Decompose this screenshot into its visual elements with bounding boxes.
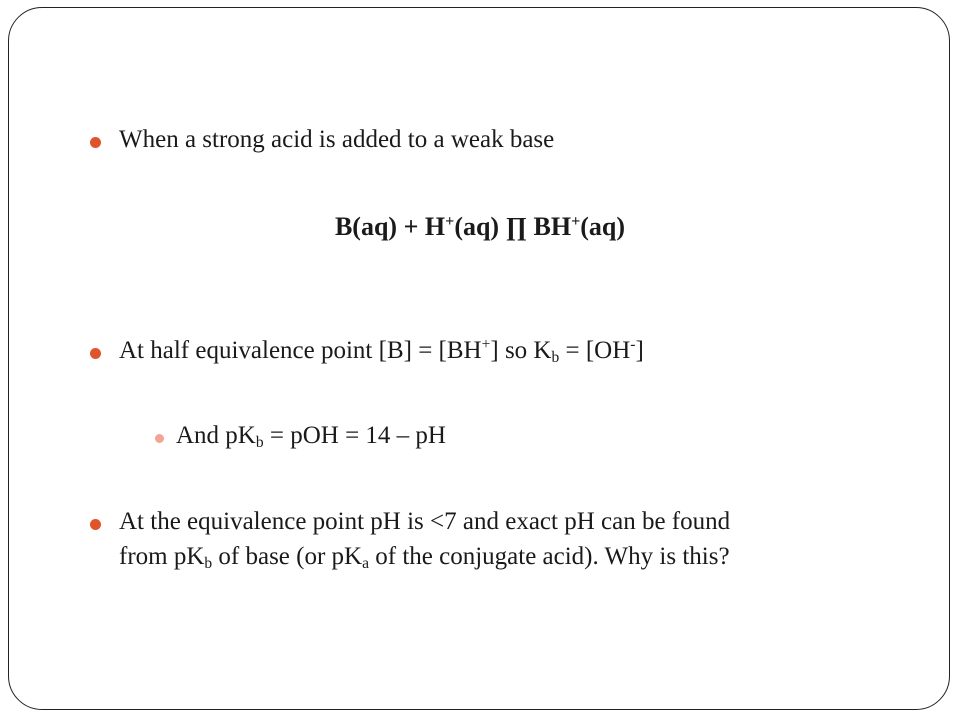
bullet-marker (90, 348, 101, 359)
equation-part: B(aq) + H (334, 212, 446, 241)
equation-superscript: + (445, 213, 455, 231)
text-part: of the conjugate acid). Why is this? (369, 543, 730, 570)
text-part: And pK (176, 422, 256, 449)
bullet-text-equivalence-line2 (119, 543, 730, 571)
subscript: b (255, 433, 264, 451)
superscript: + (481, 336, 491, 354)
text-part: ] (635, 337, 644, 364)
text-part: of base (or pK (212, 543, 363, 570)
superscript: - (630, 336, 636, 354)
sub-bullet-marker (155, 434, 164, 443)
equation-part: BH (527, 212, 572, 241)
equation-part: (aq) (580, 212, 626, 241)
reaction-equation (0, 212, 960, 242)
text-part: ] so K (490, 337, 552, 364)
bullet-text-half-equivalence (119, 337, 644, 365)
text-part: = pOH = 14 – pH (263, 422, 446, 449)
bullet-text-strong-acid: When a strong acid is added to a weak base (119, 126, 555, 153)
text-part: At half equivalence point [B] = [BH (119, 337, 482, 364)
bullet-marker (90, 137, 101, 148)
equation-part: (aq) (454, 212, 506, 241)
equation-superscript: + (571, 213, 581, 231)
bullet-text-equivalence-line1: At the equivalence point pH is <7 and exact pH can be found (119, 508, 731, 535)
subscript: a (362, 554, 369, 572)
text-part: from pK (119, 543, 205, 570)
subscript: b (204, 554, 213, 572)
subscript: b (551, 348, 560, 366)
sub-bullet-text-pkb (176, 422, 446, 450)
text-part: = [OH (559, 337, 631, 364)
bullet-marker (90, 519, 101, 530)
equilibrium-arrow: ∏ (505, 212, 527, 241)
